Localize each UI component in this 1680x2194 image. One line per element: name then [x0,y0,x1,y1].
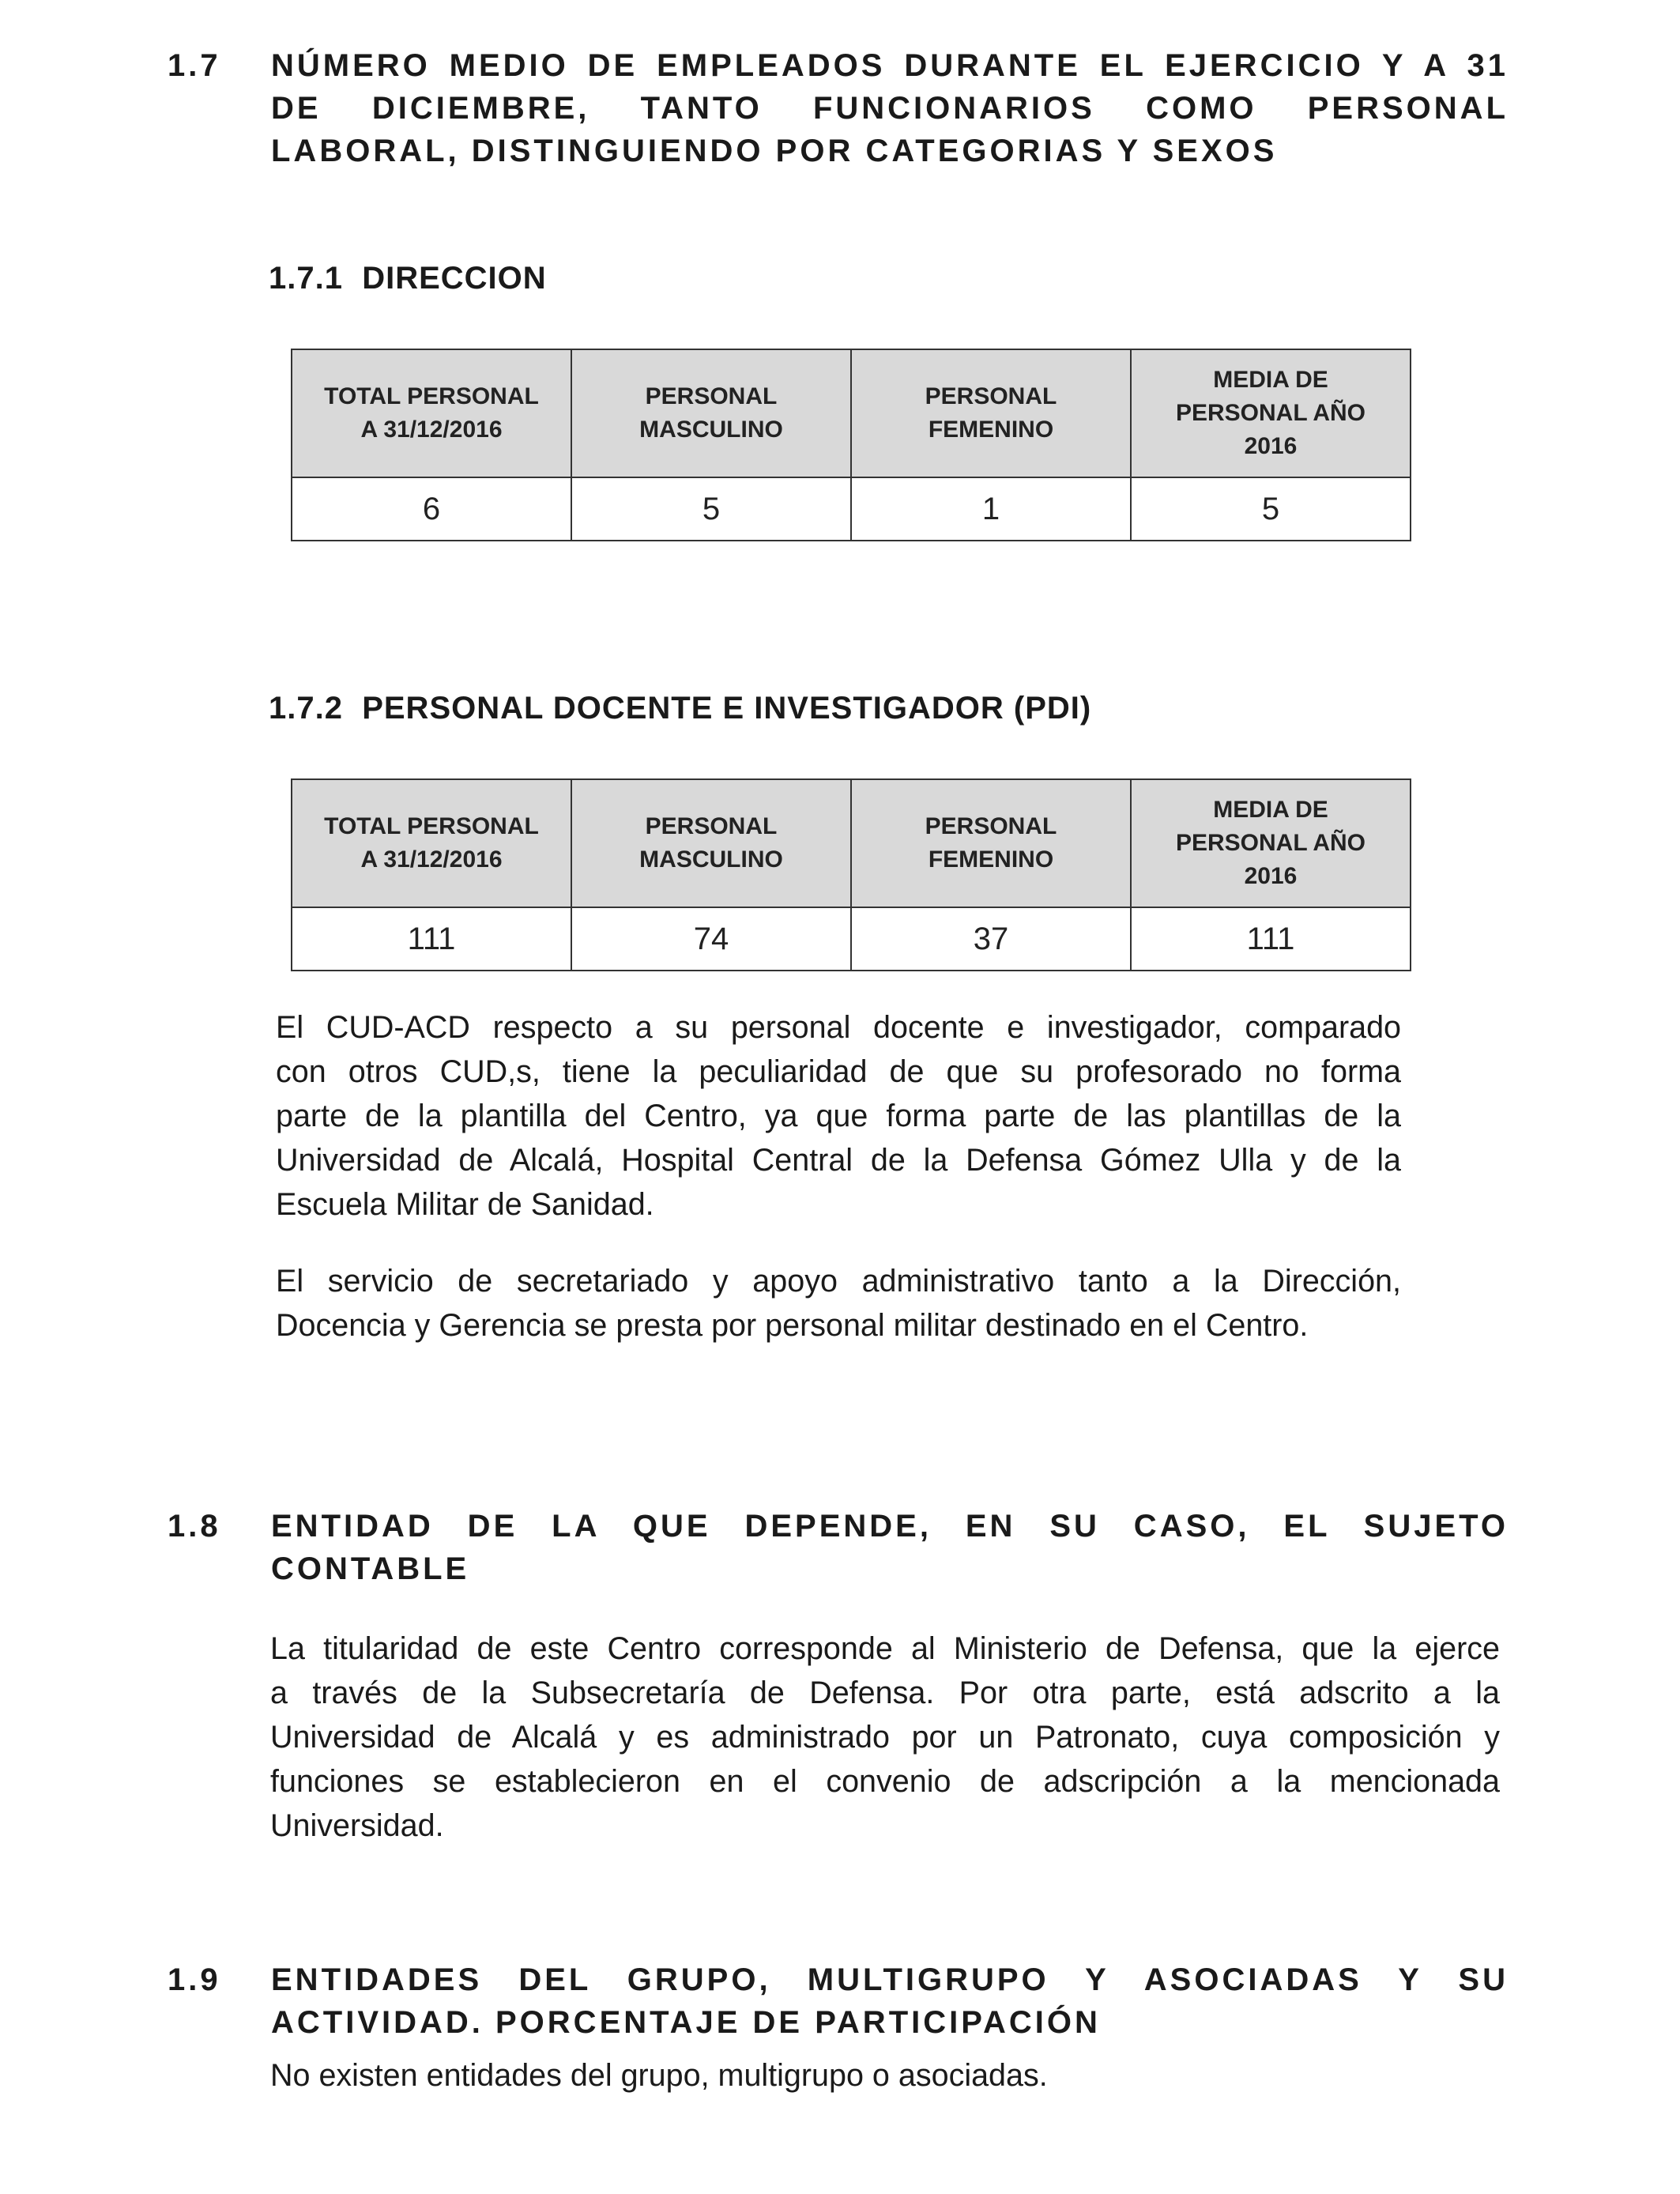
pdi-paragraph: El CUD-ACD respecto a su personal docente e investigador, comparado con otros CUD,s, tiene la peculiaridad de que su profesorado no forma parte de la plantilla del Centro, ya que forma parte de las plantillas de la Universidad de Alcalá, Hospital Central de la Defensa Gómez Ulla y de la Escuela Militar de Sanidad. [276,1010,1401,1222]
grupo-paragraph: No existen entidades del grupo, multigrupo o asociadas. [270,2058,1048,2093]
heading-line: DE DICIEMBRE, TANTO FUNCIONARIOS COMO PERSONAL [271,91,1509,126]
section-number-1-7: 1.7 [168,48,221,83]
header-femenino: PERSONAL FEMENINO [851,349,1131,477]
table-row [292,907,1411,971]
header-media: MEDIA DE PERSONAL AÑO 2016 [1131,779,1411,907]
header-total: TOTAL PERSONAL A 31/12/2016 [292,779,571,907]
header-femenino: PERSONAL FEMENINO [851,779,1131,907]
value-media: 111 [1131,907,1411,971]
heading-line: LABORAL, DISTINGUIENDO POR CATEGORIAS Y SEXOS [271,134,1278,168]
section-heading-1-7 [271,44,1509,172]
table-header-row [292,349,1411,477]
table-row [292,477,1411,541]
value-masculino: 74 [571,907,851,971]
heading-line: NÚMERO MEDIO DE EMPLEADOS DURANTE EL EJERCICIO Y A 31 [271,48,1509,83]
pdi-table [291,778,1411,971]
section-number-1-9: 1.9 [168,1962,221,1997]
value-femenino: 37 [851,907,1131,971]
subsection-heading-1-7-1: 1.7.1 DIRECCION [269,261,547,296]
value-total: 111 [292,907,571,971]
header-masculino: PERSONAL MASCULINO [571,779,851,907]
value-femenino: 1 [851,477,1131,541]
value-media: 5 [1131,477,1411,541]
header-total: TOTAL PERSONAL A 31/12/2016 [292,349,571,477]
section-number-1-8: 1.8 [168,1509,221,1544]
heading-line: CONTABLE [271,1551,470,1586]
subsection-heading-1-7-2: 1.7.2 PERSONAL DOCENTE E INVESTIGADOR (PDI) [269,691,1092,726]
header-media: MEDIA DE PERSONAL AÑO 2016 [1131,349,1411,477]
section-heading-1-8 [271,1505,1509,1590]
direccion-table [291,349,1411,541]
entidad-paragraph: La titularidad de este Centro corresponde al Ministerio de Defensa, que la ejerce a través de la Subsecretaría de Defensa. Por otra parte, está adscrito a la Universidad de Alcalá y es administrado por un Patronato, cuya composición y funciones se establecieron en el convenio de adscripción a la mencionada Universidad. [270,1631,1500,1843]
header-masculino: PERSONAL MASCULINO [571,349,851,477]
section-heading-1-9 [271,1958,1509,2044]
value-masculino: 5 [571,477,851,541]
heading-line: ENTIDADES DEL GRUPO, MULTIGRUPO Y ASOCIADAS Y SU [271,1962,1509,1997]
heading-line: ENTIDAD DE LA QUE DEPENDE, EN SU CASO, EL SUJETO [271,1509,1509,1544]
value-total: 6 [292,477,571,541]
table-header-row [292,779,1411,907]
heading-line: ACTIVIDAD. PORCENTAJE DE PARTICIPACIÓN [271,2005,1101,2040]
secretariado-paragraph: El servicio de secretariado y apoyo administrativo tanto a la Dirección, Docencia y Gerencia se presta por personal militar destinado en el Centro. [276,1264,1401,1343]
